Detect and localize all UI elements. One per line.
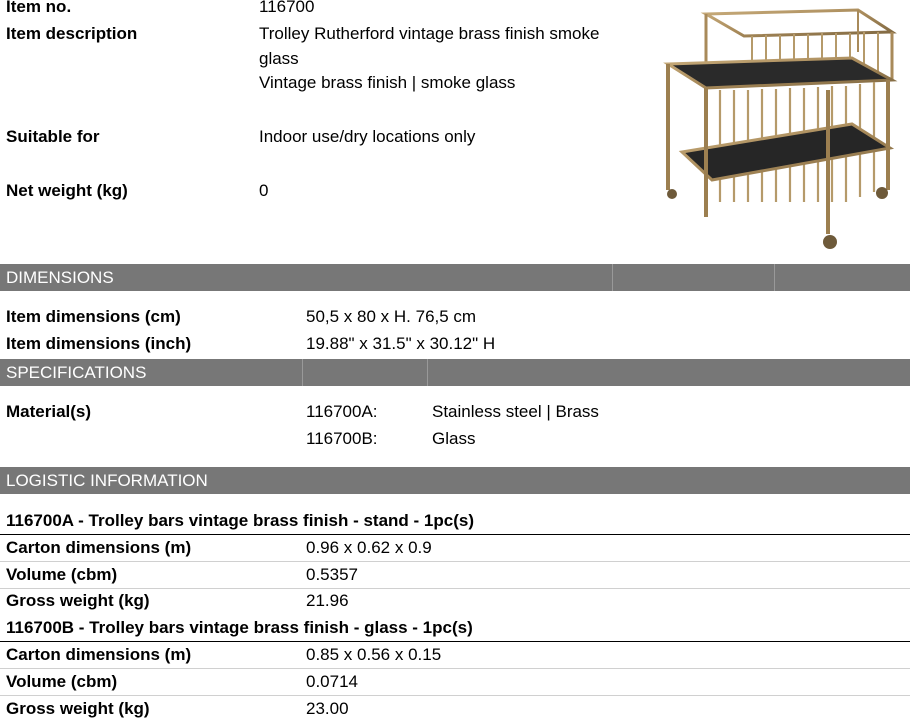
row-divider xyxy=(0,668,910,669)
logistic-a-divider xyxy=(0,534,910,535)
logistic-b-title: 116700B - Trolley bars vintage brass finish - glass - 1pc(s) xyxy=(6,618,473,637)
material-b-value: Glass xyxy=(432,429,476,448)
net-weight-value: 0 xyxy=(259,181,269,200)
item-description-label: Item description xyxy=(6,24,138,43)
item-description-line3: Vintage brass finish | smoke glass xyxy=(259,73,516,92)
specifications-header xyxy=(0,359,910,386)
dimensions-header xyxy=(0,264,910,291)
material-a-value: Stainless steel | Brass xyxy=(432,402,599,421)
dimensions-title: DIMENSIONS xyxy=(6,268,114,287)
logistic-b-divider xyxy=(0,641,910,642)
logistic-a-carton-label: Carton dimensions (m) xyxy=(6,538,192,557)
logistic-b-carton-value: 0.85 x 0.56 x 0.15 xyxy=(306,645,442,664)
logistic-b-volume-value: 0.0714 xyxy=(306,672,358,691)
logistic-b-volume-label: Volume (cbm) xyxy=(6,672,118,691)
logistic-title: LOGISTIC INFORMATION xyxy=(6,471,208,490)
logistic-a-carton-value: 0.96 x 0.62 x 0.9 xyxy=(306,538,432,557)
item-description-line1: Trolley Rutherford vintage brass finish smoke xyxy=(259,24,600,43)
logistic-b-gross-value: 23.00 xyxy=(306,699,349,718)
logistic-a-volume-value: 0.5357 xyxy=(306,565,358,584)
item-no-value: 116700 xyxy=(259,0,315,16)
item-description-line2: glass xyxy=(259,49,299,68)
row-divider xyxy=(0,695,910,696)
logistic-header xyxy=(0,467,910,494)
trolley-image xyxy=(662,2,898,254)
item-no-label: Item no. xyxy=(6,0,72,16)
net-weight-label: Net weight (kg) xyxy=(6,181,128,200)
item-dimensions-inch-label: Item dimensions (inch) xyxy=(6,334,192,353)
specifications-title: SPECIFICATIONS xyxy=(6,363,147,382)
item-dimensions-cm-label: Item dimensions (cm) xyxy=(6,307,181,326)
material-b-code: 116700B: xyxy=(306,429,378,448)
logistic-b-gross-label: Gross weight (kg) xyxy=(6,699,150,718)
item-dimensions-cm-value: 50,5 x 80 x H. 76,5 cm xyxy=(306,307,477,326)
row-divider xyxy=(0,588,910,589)
item-dimensions-inch-value: 19.88" x 31.5" x 30.12" H xyxy=(306,334,496,353)
logistic-a-title: 116700A - Trolley bars vintage brass finish - stand - 1pc(s) xyxy=(6,511,474,530)
suitable-value: Indoor use/dry locations only xyxy=(259,127,476,146)
logistic-a-gross-label: Gross weight (kg) xyxy=(6,591,150,610)
materials-label: Material(s) xyxy=(6,402,92,421)
logistic-b-carton-label: Carton dimensions (m) xyxy=(6,645,192,664)
suitable-label: Suitable for xyxy=(6,127,100,146)
logistic-a-volume-label: Volume (cbm) xyxy=(6,565,118,584)
logistic-a-gross-value: 21.96 xyxy=(306,591,349,610)
row-divider xyxy=(0,561,910,562)
material-a-code: 116700A: xyxy=(306,402,378,421)
